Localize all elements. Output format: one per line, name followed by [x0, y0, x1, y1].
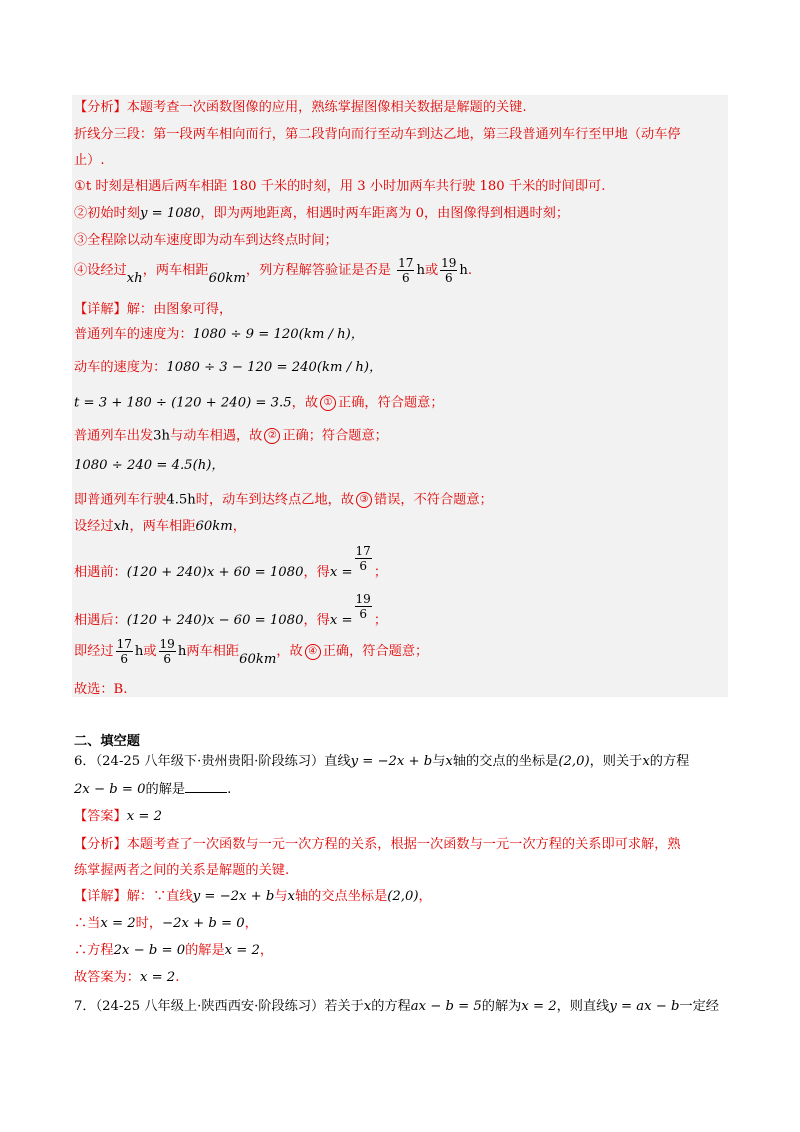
answer-blank: [185, 792, 227, 793]
detail-line: 即普通列车行驶4.5h时，动车到达终点乙地，故 ③ 错误，不符合题意；: [74, 492, 493, 508]
fraction: $\frac{17}{6}$: [355, 544, 371, 573]
detail-line: ∴当x = 2时，−2x + b = 0，: [74, 916, 258, 931]
answer-line: 【答案】x = 2: [74, 809, 163, 824]
analysis-line: 止）.: [74, 153, 105, 168]
fraction: $\frac{17}{6}$: [398, 256, 414, 285]
detail-line: 故答案为：x = 2.: [74, 970, 180, 985]
analysis-line: 【分析】本题考查了一次函数与一元一次方程的关系，根据一次函数与一元一次方程的关系即可求解，熟: [74, 837, 681, 852]
section-title: 二、填空题: [74, 734, 140, 749]
question-6: 6．（24-25 八年级下·贵州贵阳·阶段练习）直线y = −2x + b与x轴的交点的坐标是(2,0)，则关于x的方程: [74, 754, 690, 769]
analysis-line: 【分析】本题考查一次函数图像的应用，熟练掌握图像相关数据是解题的关键.: [74, 100, 527, 115]
detail-line: ∴方程2x − b = 0的解是x = 2，: [74, 943, 274, 958]
detail-line: 1080 ÷ 240 = 4.5(h)，: [74, 458, 225, 473]
detail-line: 相遇前：(120 + 240)x + 60 = 1080，得x = $\frac{17}{6}$ ；: [74, 544, 387, 580]
analysis-line: ①t 时刻是相遇后两车相距 180 千米的时刻，用 3 小时加两车共行驶 180 千米的时间即可.: [74, 179, 606, 194]
detail-line: 普通列车的速度为：1080 ÷ 9 = 120(km / h)，: [74, 327, 364, 342]
analysis-line: 练掌握两者之间的关系是解题的关键.: [74, 863, 290, 878]
fraction: $\frac{19}{6}$: [159, 637, 175, 666]
fraction: $\frac{17}{6}$: [116, 637, 132, 666]
analysis-line: ④设经过xh，两车相距60km，列方程解答验证是否是 $\frac{17}{6}$ h或 $\frac{19}{6}$ h.: [74, 256, 473, 286]
detail-line: 相遇后：(120 + 240)x − 60 = 1080，得x = $\frac{19}{6}$ ；: [74, 592, 387, 628]
detail-line: 设经过xh，两车相距60km，: [74, 519, 246, 534]
detail-line: 故选：B.: [74, 682, 128, 697]
detail-line: 【详解】解：∵直线y = −2x + b与x轴的交点坐标是(2,0)，: [74, 889, 432, 904]
detail-line: t = 3 + 180 ÷ (120 + 240) = 3.5，故 ① 正确，符合题意；: [74, 395, 444, 411]
detail-line: 普通列车出发3h与动车相遇，故 ② 正确；符合题意；: [74, 428, 388, 444]
detail-line: 动车的速度为：1080 ÷ 3 − 120 = 240(km / h)，: [74, 360, 383, 375]
detail-line: 【详解】解：由图象可得，: [74, 302, 233, 317]
analysis-line: ③全程除以动车速度即为动车到达终点时间；: [74, 233, 338, 248]
question-6-line2: 2x − b = 0的解是 .: [74, 782, 232, 797]
detail-line: 即经过 $\frac{17}{6}$ h或 $\frac{19}{6}$ h两车相距60km，故 ④ 正确，符合题意；: [74, 637, 429, 667]
analysis-line: ②初始时刻y = 1080，即为两地距离，相遇时两车距离为 0，由图像得到相遇时刻；: [74, 206, 570, 221]
fraction: $\frac{19}{6}$: [441, 256, 457, 285]
question-7: 7．（24-25 八年级上·陕西西安·阶段练习）若关于x的方程ax − b = 5的解为x = 2，则直线y = ax − b一定经: [74, 999, 719, 1014]
analysis-line: 折线分三段：第一段两车相向而行，第二段背向而行至动车到达乙地，第三段普通列车行至甲地（动车停: [74, 127, 681, 142]
fraction: $\frac{19}{6}$: [355, 592, 371, 621]
